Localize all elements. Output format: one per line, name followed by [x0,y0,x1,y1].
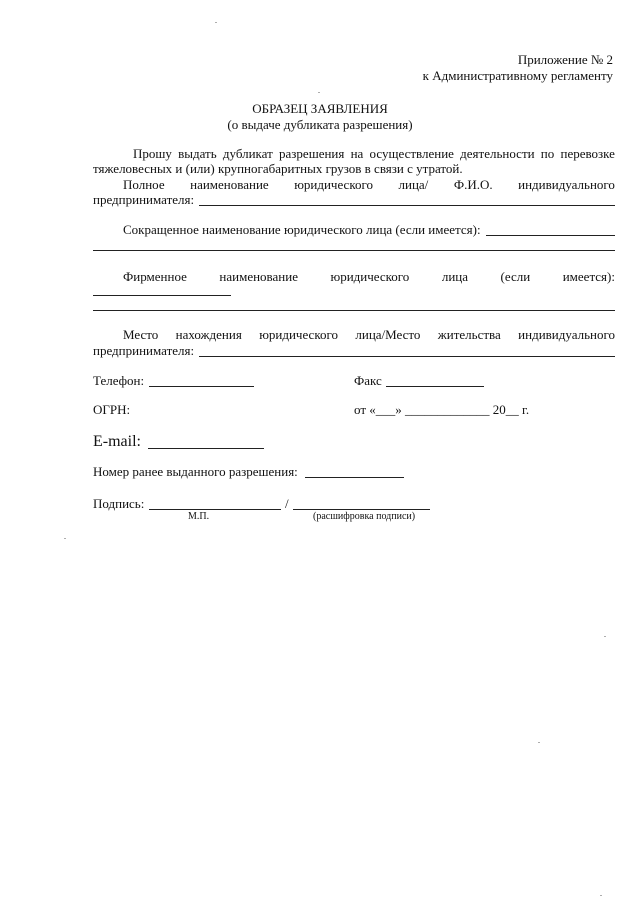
seal-label: М.П. [188,511,210,522]
full-name-label-cont: предпринимателя: [93,192,195,207]
intro-line-2: тяжеловесных и (или) крупногабаритных грузов в связи с утратой. [93,161,463,176]
location-field[interactable] [199,356,615,357]
email-field[interactable] [148,448,264,449]
appendix-number: Приложение № 2 [517,52,613,67]
location-label: Место нахождения юридического лица/Место жительства индивидуального [123,327,615,342]
full-name-label: Полное наименование юридического лица/ Ф.И.О. индивидуального [123,177,615,192]
scan-speck [600,895,602,896]
short-name-label: Сокращенное наименование юридического лица (если имеется): [123,222,481,237]
document-subtitle: (о выдаче дубликата разрешения) [227,117,413,132]
previous-permit-field[interactable] [305,477,404,478]
regulation-reference: к Административному регламенту [422,68,613,83]
ogrn-date[interactable]: от «___» _____________ 20__ г. [354,402,530,417]
decryption-label: (расшифровка подписи) [313,511,416,522]
location-label-cont: предпринимателя: [93,343,195,358]
document-title: ОБРАЗЕЦ ЗАЯВЛЕНИЯ [252,101,388,116]
phone-field[interactable] [149,386,254,387]
signature-separator: / [285,496,289,511]
signature-decryption-field[interactable] [293,509,430,510]
phone-label: Телефон: [93,373,145,388]
scan-speck [64,538,66,539]
full-name-field[interactable] [199,205,615,206]
scan-speck [215,22,217,23]
intro-line-1: Прошу выдать дубликат разрешения на осуществление деятельности по перевозке [133,146,615,161]
previous-permit-label: Номер ранее выданного разрешения: [93,464,298,479]
fax-label: Факс [354,373,382,388]
brand-name-field[interactable] [93,295,231,296]
scan-speck [538,742,540,743]
brand-name-label: Фирменное наименование юридического лица (если имеется): [123,269,615,284]
brand-name-field-line-2[interactable] [93,310,615,311]
signature-label: Подпись: [93,496,145,511]
scan-speck [318,92,320,93]
scan-speck [604,636,606,637]
email-label: E-mail: [93,433,141,450]
short-name-field-line-2[interactable] [93,250,615,251]
signature-field[interactable] [149,509,281,510]
short-name-field[interactable] [486,235,615,236]
ogrn-label: ОГРН: [93,402,131,417]
fax-field[interactable] [386,386,484,387]
